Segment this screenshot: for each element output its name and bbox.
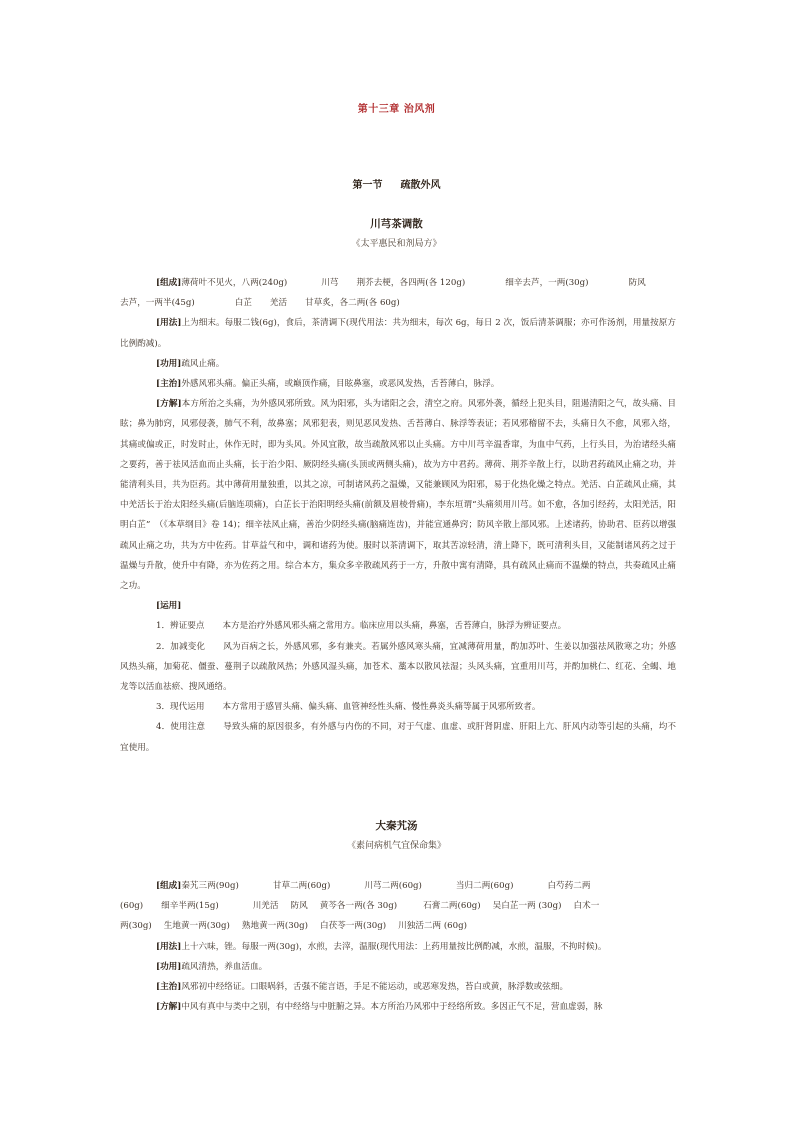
- rx2-zucheng-cont: 两(30g) 生地黄一两(30g) 熟地黄一两(30g) 白茯苓一两(30g) 川独活二两 (60g): [120, 921, 467, 932]
- rx2-source: 《素问病机气宜保命集》: [346, 841, 446, 851]
- rx2-title: 大秦艽汤: [375, 820, 418, 832]
- rx1-yunyong: [运用]: [156, 601, 182, 612]
- yunyong-item: 2．加减变化 风为百病之长，外感风邪，多有兼夹。若属外感风寒头痛，宜减薄荷用量，酌加苏叶、生姜以加强祛风散寒之功；外感风热头痛，加菊花、僵蚕、蔓荆子以疏散风热；外感风湿头痛，加苍术、藁本以散风祛湿；头风头痛，宜重用川芎，并酌加桃仁、红花、全蝎、地龙等以活血祛瘀、搜风通络。: [120, 641, 676, 693]
- yunyong-item: 3．现代运用 本方常用于感冒头痛、偏头痛、血管神经性头痛、慢性鼻炎头痛等属于风邪所致者。: [156, 702, 541, 713]
- rx2-zucheng: [组成]秦艽三两(90g) 甘草二两(60g) 川芎二两(60g) 当归二两(60g) 白芍药二两: [156, 881, 591, 891]
- yunyong-item: 4．使用注意 导致头痛的原因很多，有外感与内伤的不同，对于气虚、血虚、或肝肾阴虚、肝阳上亢、肝风内动等引起的头痛，均不宜使用。: [120, 722, 676, 753]
- rx1-zhuzhi: [主治]外感风邪头痛。偏正头痛，或巅顶作痛，目眩鼻塞，或恶风发热，舌苔薄白，脉浮。: [156, 379, 500, 390]
- zucheng-label: [组成]: [156, 278, 182, 288]
- rx1-fangjie: [方解]本方所治之头痛，为外感风邪所致。风为阳邪，头为诸阳之会，清空之府。风邪外袭，循经上犯头目，阻遏清阳之气，故头痛、目眩；鼻为肺窍，风邪侵袭，肺气不利，故鼻塞；风邪犯表，则见恶风发热、舌苔薄白、脉浮等表证；若风邪稽留不去，头痛日久不愈，风邪入络，其痛或偏或正，时发时止，休作无时，即为头风。外风宜散，故当疏散风邪以止头痛。方中川芎辛温香窜，为血中气药，上行头目，为治诸经头痛之要药，善于祛风活血而止头痛，长于治少阳、厥阴经头痛(头顶或两侧头痛)，故为方中君药。薄荷、荆芥辛散上行，以助君药疏风止痛之功，并能清利头目，共为臣药。其中薄荷用量独重，以其之凉，可制诸风药之温燥，又能兼顾风为阳邪，易于化热化燥之特点。羌活、白芷疏风止痛，其中羌活长于治太阳经头痛(后脑连项痛)，白芷长于治阳明经头痛(前额及眉棱骨痛)，李东垣谓“头痛须用川芎。如不愈，各加引经药，太阳羌活，阳明白芷” （《本草纲目》卷 14)；细辛祛风止痛，善治少阴经头痛(脑痛连齿)，并能宣通鼻窍；防风辛散上部风邪。上述诸药，协助君、臣药以增强疏风止痛之功，共为方中佐药。甘草益气和中，调和诸药为使。服时以茶清调下，取其苦凉轻清，清上降下，既可清利头目，又能制诸风药之过于温燥与升散，使升中有降，亦为佐药之用。综合本方，集众多辛散疏风药于一方，升散中寓有清降，具有疏风止痛而不温燥的特点，共奏疏风止痛之功。: [120, 399, 676, 592]
- section-name: 疏散外风: [400, 180, 441, 191]
- rx2-yongfa: [用法]上十六味，锉。每服一两(30g)，水煎，去滓，温服(现代用法：上药用量按比例酌减，水煎，温服，不拘时候)。: [156, 941, 607, 952]
- rx2-body: [120, 876, 676, 1017]
- rx1-source: 《太平惠民和剂局方》: [351, 239, 442, 249]
- rx2-gongyong: [功用]疏风清热，养血活血。: [156, 961, 268, 972]
- yunyong-item: 1．辨证要点 本方是治疗外感风邪头痛之常用方。临床应用以头痛，鼻塞，舌苔薄白，脉浮为辨证要点。: [156, 621, 567, 632]
- section-number: 第一节: [352, 180, 383, 191]
- rx2-fangjie: [方解]中风有真中与类中之别，有中经络与中脏腑之异。本方所治乃风邪中于经络所致。多因正气不足，营血虚弱，脉: [156, 1002, 603, 1013]
- rx2-zucheng-cont: (60g) 细辛半两(15g) 川羌活 防风 黄芩各一两(各 30g) 石膏二两(60g) 吴白芷一两 (30g) 白术一: [120, 901, 600, 912]
- rx1-gongyong: [功用]疏风止痛。: [156, 358, 225, 369]
- rx1-zucheng: [组成]薄荷叶不见火，八两(240g) 川芎 荆芥去梗，各四两(各 120g) 细辛去芦，一两(30g) 防风: [156, 278, 646, 288]
- rx1-zucheng-cont: 去芦，一两半(45g) 白芷 羌活 甘草炙，各二两(各 60g): [120, 298, 400, 309]
- rx1-yongfa: [用法]上为细末。每服二钱(6g)，食后，茶清调下(现代用法：共为细末，每次 6g，每日 2 次，饭后清茶调服；亦可作汤剂，用量按原方比例酌减)。: [120, 318, 676, 349]
- rx1-body: [120, 273, 676, 758]
- chapter-title: 第十三章 治风剂: [357, 104, 436, 115]
- section-heading: [0, 176, 793, 191]
- rx2-zhuzhi: [主治]风邪初中经络证。口眼㖞斜，舌强不能言语，手足不能运动，或恶寒发热，苔白或黄，脉浮数或弦细。: [156, 982, 569, 993]
- rx1-title: 川芎茶调散: [370, 218, 423, 230]
